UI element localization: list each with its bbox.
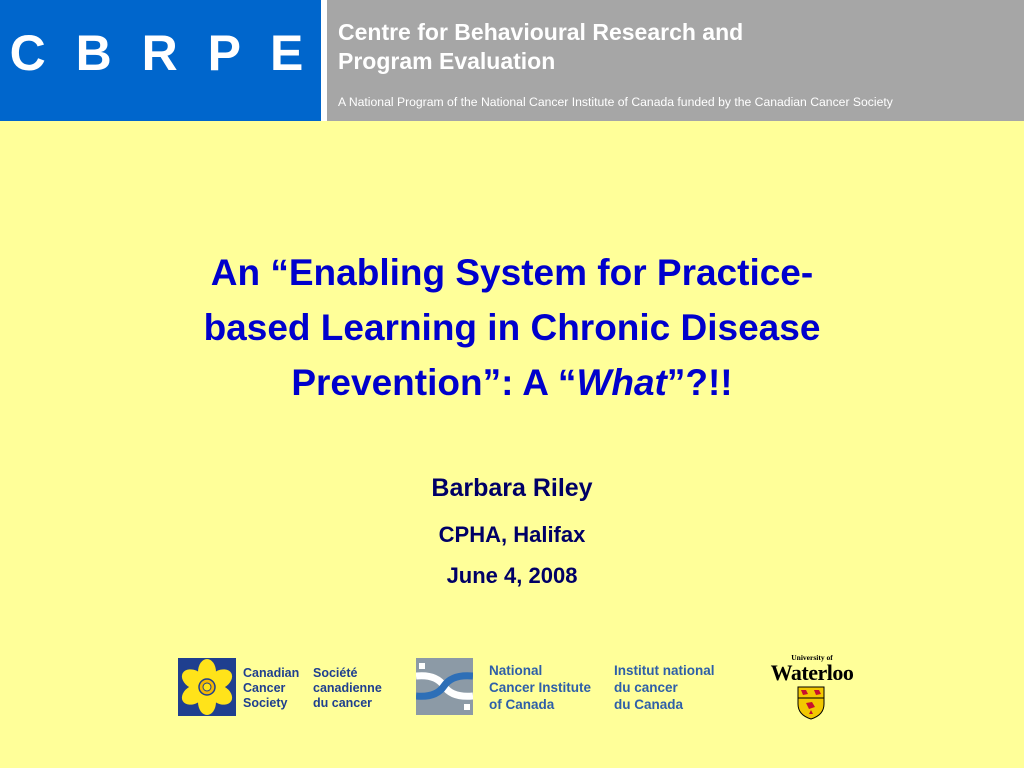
ccs-fr-line3: du cancer: [313, 696, 373, 710]
title-line3-suffix: ”?!!: [666, 362, 733, 403]
nci-name-fr: [614, 662, 715, 713]
org-banner: [327, 0, 1024, 121]
ccs-name-en: [243, 666, 299, 711]
nci-mark-icon: [416, 658, 473, 715]
nci-name-en: [489, 662, 591, 713]
title-line1: An “Enabling System for Practice-: [210, 252, 814, 293]
daffodil-icon: [178, 658, 236, 716]
brand-acronym: C B R P E: [9, 25, 312, 81]
ccs-fr-line2: canadienne: [313, 681, 382, 695]
nci-fr-line1: Institut national: [614, 663, 715, 678]
brand-box: [0, 0, 321, 121]
nci-fr-line2: du cancer: [614, 680, 678, 695]
slide-header: [0, 0, 1024, 121]
nci-en-line3: of Canada: [489, 697, 555, 712]
title-line2: based Learning in Chronic Disease: [203, 307, 821, 348]
title-emphasis: What: [576, 362, 667, 403]
ccs-en-line2: Cancer: [243, 681, 286, 695]
org-name-line2: Program Evaluation: [338, 48, 556, 74]
title-line3-prefix: Prevention”: A “: [291, 362, 577, 403]
title-line3: [100, 355, 924, 410]
nci-en-line1: National: [489, 663, 543, 678]
ccs-fr-line1: Société: [313, 666, 358, 680]
canadian-cancer-society-logo: [178, 658, 388, 718]
ccs-en-line1: Canadian: [243, 666, 300, 680]
presentation-date: June 4, 2008: [446, 563, 578, 588]
org-name: [338, 18, 743, 76]
crest-icon: [797, 686, 825, 720]
university-of-waterloo-logo: [764, 653, 860, 721]
ccs-name-fr: [313, 666, 382, 711]
author-name: Barbara Riley: [431, 474, 593, 502]
nci-fr-line3: du Canada: [614, 697, 684, 712]
uw-university-of: University of: [791, 653, 833, 662]
national-cancer-institute-logo: [416, 658, 736, 718]
ccs-en-line3: Society: [243, 696, 288, 710]
nci-en-line2: Cancer Institute: [489, 680, 592, 695]
org-subtitle: A National Program of the National Cancer Institute of Canada funded by the Canadian Cancer Society: [338, 95, 893, 109]
venue: CPHA, Halifax: [438, 522, 586, 547]
org-name-line1: Centre for Behavioural Research and: [338, 19, 744, 45]
slide-title: [100, 245, 924, 410]
uw-name: Waterloo: [770, 660, 854, 685]
